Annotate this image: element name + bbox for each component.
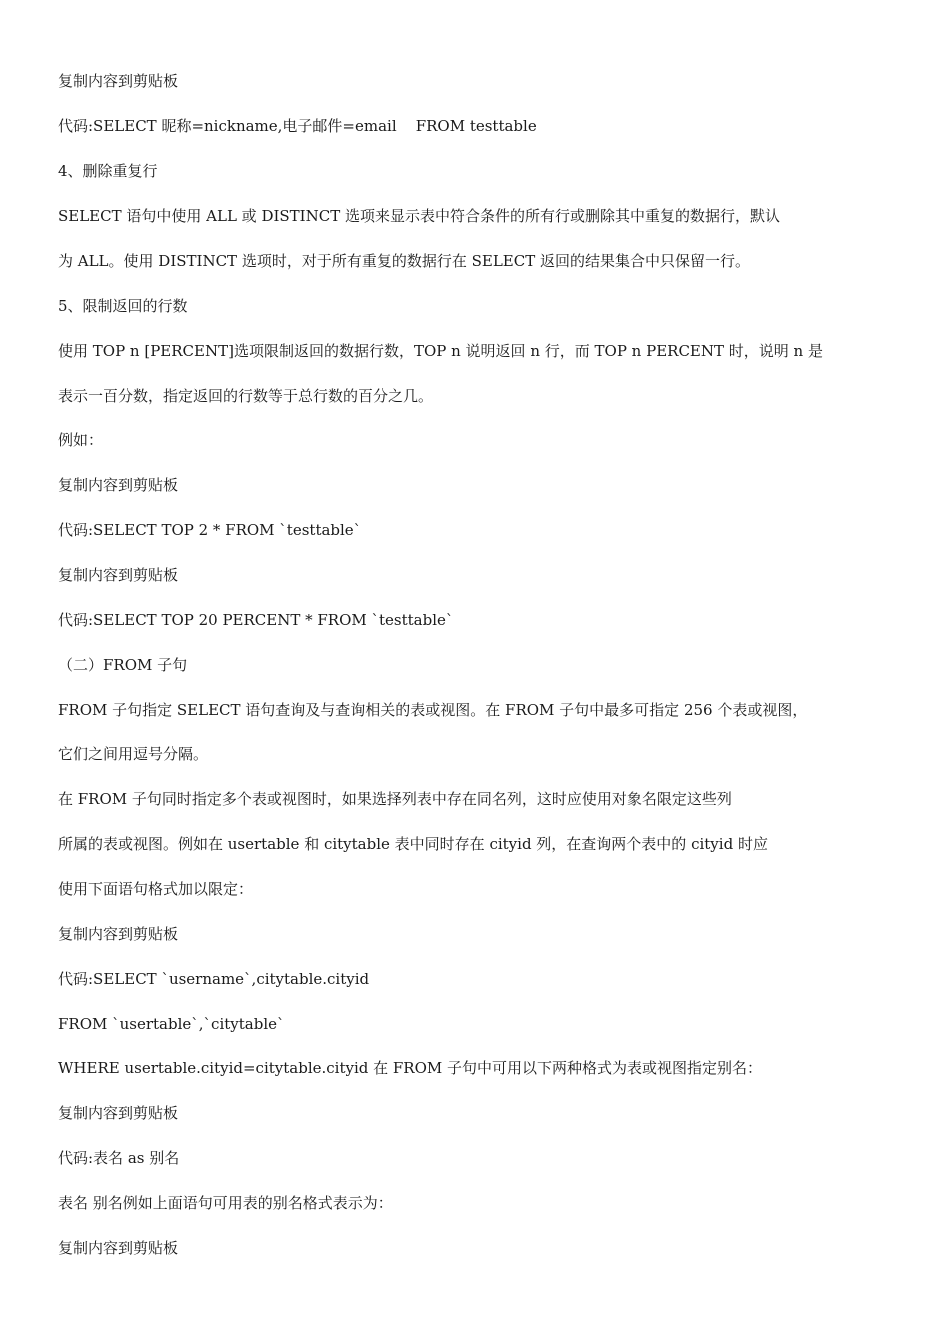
paragraph-line: 为 ALL。使用 DISTINCT 选项时，对于所有重复的数据行在 SELECT 返回的结果集合中只保留一行。: [58, 252, 750, 270]
paragraph-line: SELECT 语句中使用 ALL 或 DISTINCT 选项来显示表中符合条件的所有行或删除其中重复的数据行，默认: [58, 207, 780, 225]
section-heading: 5、限制返回的行数: [58, 297, 188, 315]
clipboard-label: 复制内容到剪贴板: [58, 566, 179, 584]
clipboard-label: 复制内容到剪贴板: [58, 925, 179, 943]
code-line: WHERE usertable.cityid=citytable.cityid 在 FROM 子句中可用以下两种格式为表或视图指定别名：: [58, 1059, 763, 1077]
paragraph-line: FROM 子句指定 SELECT 语句查询及与查询相关的表或视图。在 FROM 子句中最多可指定 256 个表或视图，: [58, 701, 808, 719]
paragraph-line: 表名 别名例如上面语句可用表的别名格式表示为：: [58, 1194, 393, 1212]
section-heading: （二）FROM 子句: [58, 656, 188, 674]
paragraph-line: 它们之间用逗号分隔。: [58, 745, 209, 763]
clipboard-label: 复制内容到剪贴板: [58, 1239, 179, 1257]
paragraph-line: 所属的表或视图。例如在 usertable 和 citytable 表中同时存在 cityid 列，在查询两个表中的 cityid 时应: [58, 835, 768, 853]
code-line: 代码:SELECT TOP 20 PERCENT * FROM `testtable`: [58, 611, 454, 629]
code-line: FROM `usertable`,`citytable`: [58, 1015, 285, 1033]
paragraph-line: 使用下面语句格式加以限定：: [58, 880, 254, 898]
paragraph-line: 表示一百分数，指定返回的行数等于总行数的百分之几。: [58, 387, 434, 405]
clipboard-label: 复制内容到剪贴板: [58, 72, 179, 90]
section-heading: 4、删除重复行: [58, 162, 158, 180]
code-line: 代码:表名 as 别名: [58, 1149, 180, 1167]
clipboard-label: 复制内容到剪贴板: [58, 476, 179, 494]
code-line: 代码:SELECT TOP 2 * FROM `testtable`: [58, 521, 362, 539]
code-line: 代码:SELECT 昵称=nickname,电子邮件=email FROM testtable: [58, 117, 537, 135]
paragraph-line: 例如：: [58, 431, 104, 449]
code-line: 代码:SELECT `username`,citytable.cityid: [58, 970, 370, 988]
paragraph-line: 使用 TOP n [PERCENT]选项限制返回的数据行数，TOP n 说明返回 n 行，而 TOP n PERCENT 时，说明 n 是: [58, 342, 823, 360]
paragraph-line: 在 FROM 子句同时指定多个表或视图时，如果选择列表中存在同名列，这时应使用对象名限定这些列: [58, 790, 732, 808]
clipboard-label: 复制内容到剪贴板: [58, 1104, 179, 1122]
